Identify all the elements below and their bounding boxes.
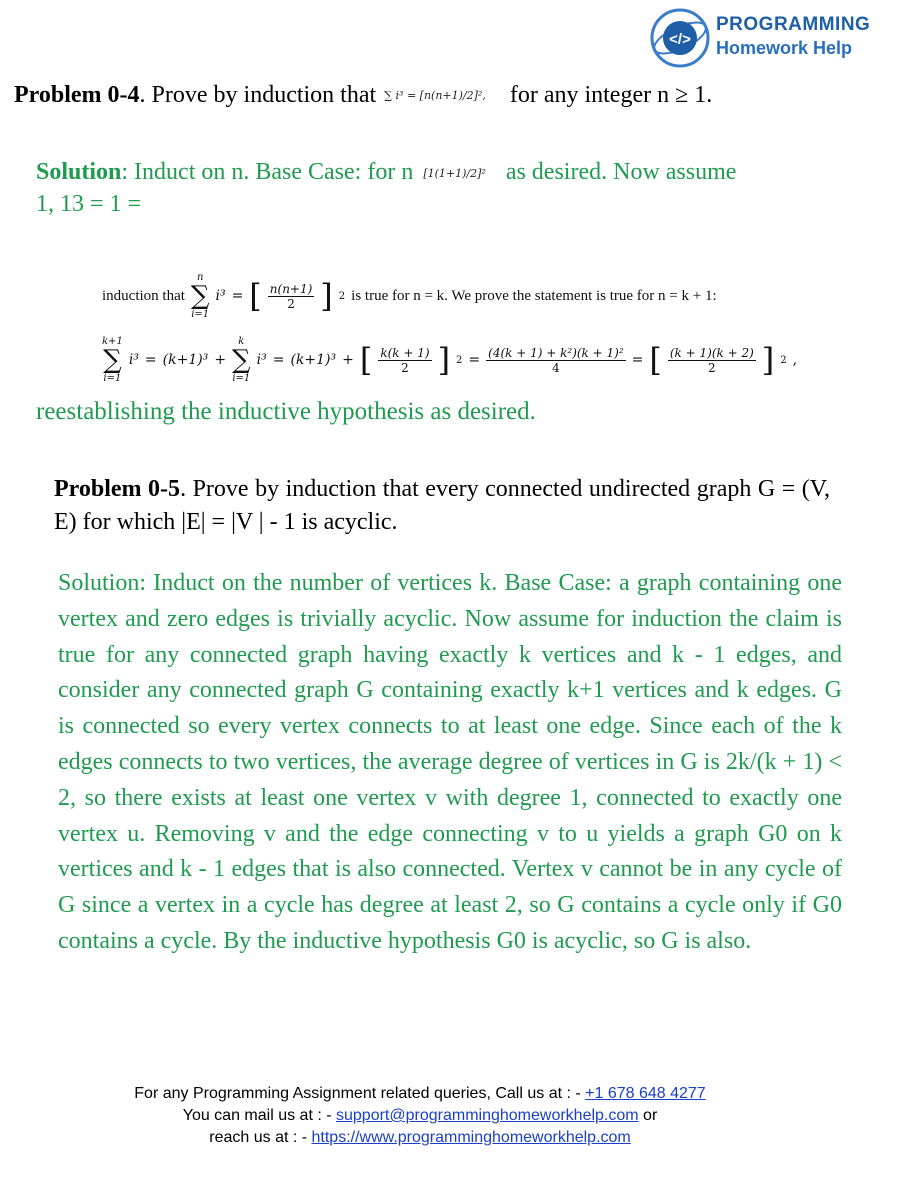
math-prefix: induction that	[102, 287, 185, 304]
solution-0-4	[36, 157, 900, 220]
problem-label-5: Problem 0-5	[54, 476, 181, 502]
problem-0-4	[14, 80, 894, 111]
solution-text-after: as desired. Now assume	[499, 159, 737, 185]
problem-label: Problem 0-4	[14, 82, 140, 108]
footer-line-3: reach us at : - https://www.programminghomeworkhelp.com	[209, 1129, 631, 1146]
sum-k1: k+1 ∑ i=1	[102, 336, 123, 384]
problem-0-5	[54, 473, 830, 539]
globe-code-icon	[650, 8, 710, 68]
solution-0-5: Solution: Induct on the number of vertices k. Base Case: a graph containing one vertex and zero edges is trivially acyclic. Now assume for induction the claim is true for any connected graph having exactly k vertices and k - 1 edges, and consider any connected graph G containing exactly k+1 vertices and k edges. G is connected so every vertex connects to at least one edge. Since each of the k edges connects to two vertices, the average degree of vertices in G is 2k/(k + 1) < 2, so there exists at least one vertex v with degree 1, connected to exactly one vertex u. Removing v and the edge connecting v to u yields a graph G0 on k vertices and k - 1 edges that is also connected. Vertex v cannot be in any cycle of G since a vertex in a cycle has degree at least 2, so G contains a cycle only if G0 contains a cycle. By the inductive hypothesis G0 is acyclic, so G is also.	[58, 570, 842, 954]
solution-text: : Induct on n. Base Case: for n	[121, 159, 420, 185]
base-case-formula: [1(1+1)/2]²	[423, 166, 486, 180]
solution-line-2: 1, 13 = 1 =	[36, 190, 142, 217]
sum-symbol: n ∑ i=1	[190, 272, 210, 320]
footer-line-2: You can mail us at : - support@programminghomeworkhelp.com or	[182, 1107, 658, 1124]
i-cubed: i³	[215, 288, 226, 304]
email-link[interactable]: support@programminghomeworkhelp.com	[336, 1107, 639, 1124]
brand-logo	[650, 8, 890, 70]
sum-formula: ∑ i³ = [n(n+1)/2]²,	[384, 89, 486, 103]
website-link[interactable]: https://www.programminghomeworkhelp.com	[311, 1129, 631, 1146]
fraction-n: $\frac{n(n+1)}{2}$	[269, 281, 313, 311]
logo-subtitle: Homework Help	[716, 38, 853, 58]
contact-footer	[0, 1083, 840, 1149]
problem-text-after: for any integer n ≥ 1.	[509, 82, 713, 108]
math-line-2: k+1 ∑ i=1 i³ = (k+1)³ + k ∑ i=1 i³ = (k+1)³ + [ $\frac{k(k + 1)}{2}$ ] 2 = $\frac{\text{(4(k + 1) + k²)(k + 1)²}}{4}$ = [ $\frac{(k + 1)(k + 2)}{2}$ ] 2 ,	[102, 336, 798, 384]
code-glyph: </>	[669, 31, 691, 48]
reestablish-text: reestablishing the inductive hypothesis as desired.	[36, 398, 536, 425]
math-suffix: is true for n = k. We prove the statement is true for n = k + 1:	[351, 287, 717, 304]
math-line-1: induction that n ∑ i=1 i³ = [ $\frac{n(n+1)}{2}$ ] 2 is true for n = k. We prove the statement is true for n = k + 1:	[102, 272, 717, 320]
phone-link[interactable]: +1 678 648 4277	[585, 1085, 706, 1102]
sum-k: k ∑ i=1	[232, 336, 251, 384]
solution-line-1	[36, 157, 900, 189]
solution-label: Solution	[36, 159, 122, 185]
induction-step-math	[102, 272, 802, 384]
problem-text-5: . Prove by induction that every connected undirected graph G = (V, E) for which |E| = |V | - 1 is acyclic.	[54, 476, 831, 535]
footer-line-1: For any Programming Assignment related queries, Call us at : - +1 678 648 4277	[134, 1085, 706, 1102]
logo-text	[716, 14, 870, 60]
logo-title: PROGRAMMING	[716, 14, 871, 35]
problem-text: . Prove by induction that	[139, 82, 383, 108]
